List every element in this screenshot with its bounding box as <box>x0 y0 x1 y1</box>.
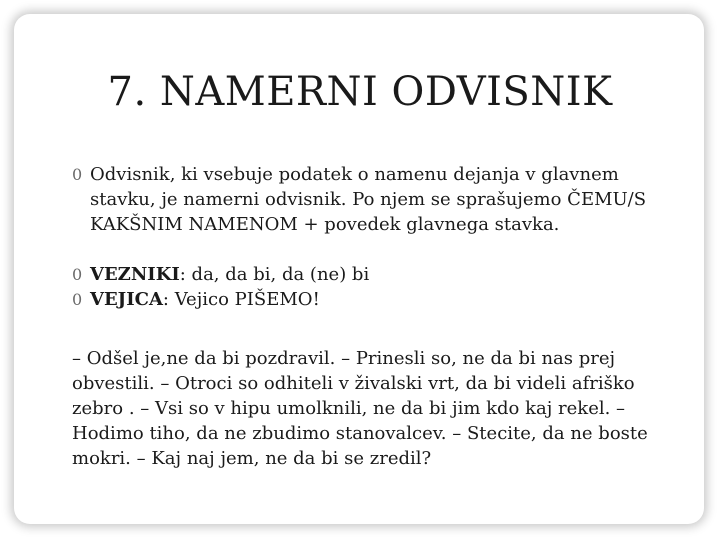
conjunctions-text: : da, da bi, da (ne) bi <box>179 264 370 285</box>
examples-paragraph: – Odšel je,ne da bi pozdravil. – Prinesli so, ne da bi nas prej obvestili. – Otroci so odhiteli v živalski vrt, da bi videli afriško zebro . – Vsi so v hipu umolknili, ne da bi jim kdo kaj rekel. – Hodimo tiho, da ne zbudimo stanovalcev. – Stecite, da ne boste mokri. – Kaj naj jem, ne da bi se zredil? <box>72 348 648 469</box>
bullet-marker: 0 <box>72 165 83 184</box>
bullet-definition <box>72 162 672 237</box>
conjunctions-label: VEZNIKI <box>90 264 180 285</box>
comma-text: : Vejico PIŠEMO! <box>162 289 320 310</box>
definition-text: Odvisnik, ki vsebuje podatek o namenu dejanja v glavnem stavku, je namerni odvisnik. Po njem se sprašujemo ČEMU/S KAKŠNIM NAMENOM + povedek glavnega stavka. <box>90 164 647 235</box>
bullet-marker: 0 <box>72 290 83 309</box>
bullet-spacer <box>72 237 672 262</box>
bullet-list <box>72 162 672 312</box>
bullet-comma <box>72 287 672 312</box>
comma-label: VEJICA <box>90 289 163 310</box>
bullet-marker: 0 <box>72 265 83 284</box>
slide-title: 7. NAMERNI ODVISNIK <box>107 69 613 115</box>
bullet-conjunctions <box>72 262 672 287</box>
